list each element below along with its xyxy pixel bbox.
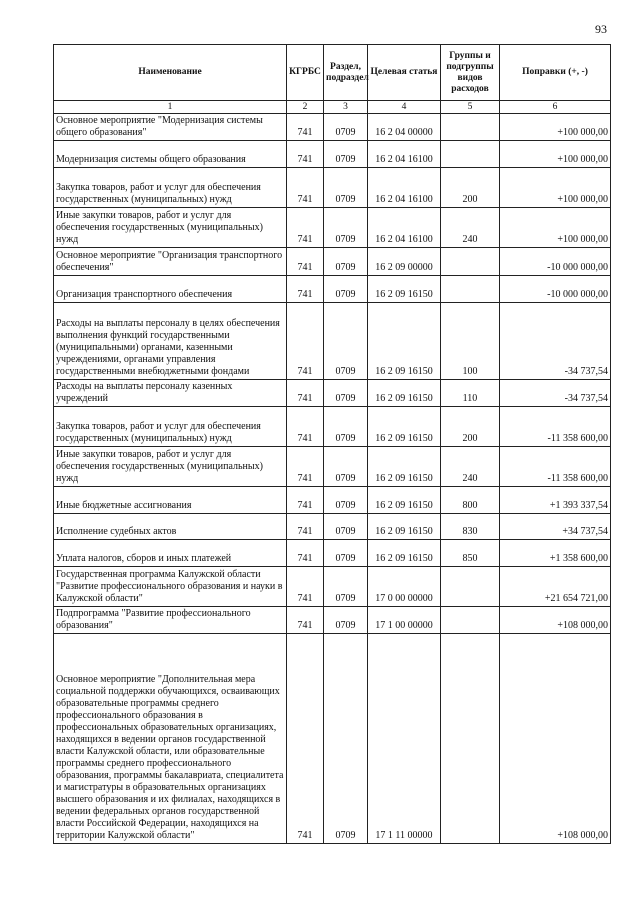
row-target-article: 17 0 00 00000 — [368, 567, 441, 607]
table-row — [54, 567, 611, 607]
row-expense-group: 850 — [441, 540, 500, 567]
row-section: 0709 — [324, 634, 368, 844]
row-name: Иные закупки товаров, работ и услуг для обеспечения государственных (муниципальных) нужд — [54, 208, 287, 248]
row-section: 0709 — [324, 303, 368, 380]
row-kgrbs: 741 — [287, 567, 324, 607]
row-kgrbs: 741 — [287, 407, 324, 447]
page-number: 93 — [595, 22, 607, 36]
header-section: Раздел, подраздел — [324, 45, 368, 101]
row-target-article: 16 2 09 16150 — [368, 303, 441, 380]
row-name: Подпрограмма "Развитие профессионального образования" — [54, 607, 287, 634]
row-name: Основное мероприятие "Модернизация системы общего образования" — [54, 114, 287, 141]
row-amendment-amount: -34 737,54 — [500, 380, 611, 407]
row-target-article: 16 2 09 16150 — [368, 407, 441, 447]
column-number: 1 — [54, 101, 287, 114]
column-number: 5 — [441, 101, 500, 114]
row-expense-group — [441, 607, 500, 634]
row-amendment-amount: -11 358 600,00 — [500, 447, 611, 487]
row-amendment-amount: -11 358 600,00 — [500, 407, 611, 447]
header-groups: Группы и подгруппы видов расходов — [441, 45, 500, 101]
row-target-article: 16 2 09 16150 — [368, 540, 441, 567]
row-target-article: 16 2 04 16100 — [368, 168, 441, 208]
budget-amendments-table — [53, 44, 611, 844]
row-expense-group — [441, 276, 500, 303]
row-section: 0709 — [324, 208, 368, 248]
table-row — [54, 407, 611, 447]
table-row — [54, 607, 611, 634]
row-target-article: 16 2 09 00000 — [368, 248, 441, 276]
row-amendment-amount: +100 000,00 — [500, 208, 611, 248]
row-kgrbs: 741 — [287, 514, 324, 540]
row-section: 0709 — [324, 248, 368, 276]
row-target-article: 17 1 11 00000 — [368, 634, 441, 844]
row-name: Модернизация системы общего образования — [54, 141, 287, 168]
table-body — [54, 114, 611, 844]
row-section: 0709 — [324, 407, 368, 447]
table-row — [54, 380, 611, 407]
table-row — [54, 540, 611, 567]
row-kgrbs: 741 — [287, 114, 324, 141]
row-amendment-amount: -34 737,54 — [500, 303, 611, 380]
row-section: 0709 — [324, 447, 368, 487]
row-amendment-amount: +100 000,00 — [500, 114, 611, 141]
row-target-article: 16 2 04 00000 — [368, 114, 441, 141]
row-kgrbs: 741 — [287, 447, 324, 487]
row-kgrbs: 741 — [287, 634, 324, 844]
row-target-article: 16 2 09 16150 — [368, 514, 441, 540]
row-target-article: 16 2 09 16150 — [368, 276, 441, 303]
row-amendment-amount: +108 000,00 — [500, 607, 611, 634]
header-amendments: Поправки (+, -) — [500, 45, 611, 101]
row-section: 0709 — [324, 607, 368, 634]
row-kgrbs: 741 — [287, 540, 324, 567]
row-amendment-amount: +108 000,00 — [500, 634, 611, 844]
row-name: Организация транспортного обеспечения — [54, 276, 287, 303]
row-expense-group: 200 — [441, 168, 500, 208]
row-name: Уплата налогов, сборов и иных платежей — [54, 540, 287, 567]
table-row — [54, 114, 611, 141]
row-target-article: 17 1 00 00000 — [368, 607, 441, 634]
row-section: 0709 — [324, 514, 368, 540]
table-row — [54, 634, 611, 844]
row-name: Государственная программа Калужской области "Развитие профессионального образования и науки в Калужской области" — [54, 567, 287, 607]
header-target: Целевая статья — [368, 45, 441, 101]
row-section: 0709 — [324, 380, 368, 407]
row-name: Основное мероприятие "Организация транспортного обеспечения" — [54, 248, 287, 276]
column-number: 4 — [368, 101, 441, 114]
row-kgrbs: 741 — [287, 208, 324, 248]
row-amendment-amount: +21 654 721,00 — [500, 567, 611, 607]
row-section: 0709 — [324, 567, 368, 607]
row-amendment-amount: +34 737,54 — [500, 514, 611, 540]
row-kgrbs: 741 — [287, 276, 324, 303]
row-target-article: 16 2 09 16150 — [368, 447, 441, 487]
row-amendment-amount: +100 000,00 — [500, 141, 611, 168]
row-name: Закупка товаров, работ и услуг для обеспечения государственных (муниципальных) нужд — [54, 407, 287, 447]
row-expense-group — [441, 634, 500, 844]
row-target-article: 16 2 09 16150 — [368, 380, 441, 407]
row-name: Закупка товаров, работ и услуг для обеспечения государственных (муниципальных) нужд — [54, 168, 287, 208]
row-section: 0709 — [324, 276, 368, 303]
row-kgrbs: 741 — [287, 141, 324, 168]
table-header-row — [54, 45, 611, 101]
table-row — [54, 276, 611, 303]
row-expense-group: 200 — [441, 407, 500, 447]
row-kgrbs: 741 — [287, 168, 324, 208]
row-expense-group: 110 — [441, 380, 500, 407]
row-section: 0709 — [324, 540, 368, 567]
row-expense-group — [441, 114, 500, 141]
row-name: Иные бюджетные ассигнования — [54, 487, 287, 514]
row-amendment-amount: +1 393 337,54 — [500, 487, 611, 514]
row-expense-group — [441, 567, 500, 607]
table-row — [54, 248, 611, 276]
row-expense-group — [441, 248, 500, 276]
row-section: 0709 — [324, 141, 368, 168]
table-row — [54, 208, 611, 248]
row-kgrbs: 741 — [287, 380, 324, 407]
table-row — [54, 303, 611, 380]
table-row — [54, 514, 611, 540]
header-kgrbs: КГРБС — [287, 45, 324, 101]
row-amendment-amount: +1 358 600,00 — [500, 540, 611, 567]
row-target-article: 16 2 04 16100 — [368, 141, 441, 168]
row-section: 0709 — [324, 487, 368, 514]
column-number-row — [54, 101, 611, 114]
row-kgrbs: 741 — [287, 303, 324, 380]
row-expense-group: 240 — [441, 208, 500, 248]
column-number: 3 — [324, 101, 368, 114]
column-number: 6 — [500, 101, 611, 114]
table-row — [54, 168, 611, 208]
row-target-article: 16 2 09 16150 — [368, 487, 441, 514]
row-section: 0709 — [324, 168, 368, 208]
table-row — [54, 141, 611, 168]
row-name: Расходы на выплаты персоналу в целях обеспечения выполнения функций государственными (муниципальными) органами, казенными учреждениями, органами управления государственными внебюджетными фондами — [54, 303, 287, 380]
row-name: Иные закупки товаров, работ и услуг для обеспечения государственных (муниципальных) нужд — [54, 447, 287, 487]
row-kgrbs: 741 — [287, 607, 324, 634]
row-kgrbs: 741 — [287, 248, 324, 276]
table-row — [54, 447, 611, 487]
column-number: 2 — [287, 101, 324, 114]
header-name: Наименование — [54, 45, 287, 101]
row-amendment-amount: +100 000,00 — [500, 168, 611, 208]
row-amendment-amount: -10 000 000,00 — [500, 248, 611, 276]
row-expense-group: 800 — [441, 487, 500, 514]
row-section: 0709 — [324, 114, 368, 141]
row-expense-group: 240 — [441, 447, 500, 487]
row-amendment-amount: -10 000 000,00 — [500, 276, 611, 303]
row-kgrbs: 741 — [287, 487, 324, 514]
row-expense-group: 100 — [441, 303, 500, 380]
row-name: Основное мероприятие "Дополнительная мера социальной поддержки обучающихся, осваивающих образовательные программы среднего профессионального образования в профессиональных образовательных организациях, находящихся в ведении органов государственной власти Калужской области, или образовательные программы среднего профессионального образования, программы бакалавриата, специалитета и магистратуры в образовательных организациях высшего образования и их филиалах, находящихся в ведении федеральных органов государственной власти Российской Федерации, находящихся на территории Калужской области" — [54, 634, 287, 844]
row-expense-group — [441, 141, 500, 168]
table-row — [54, 487, 611, 514]
row-target-article: 16 2 04 16100 — [368, 208, 441, 248]
row-expense-group: 830 — [441, 514, 500, 540]
row-name: Расходы на выплаты персоналу казенных учреждений — [54, 380, 287, 407]
row-name: Исполнение судебных актов — [54, 514, 287, 540]
